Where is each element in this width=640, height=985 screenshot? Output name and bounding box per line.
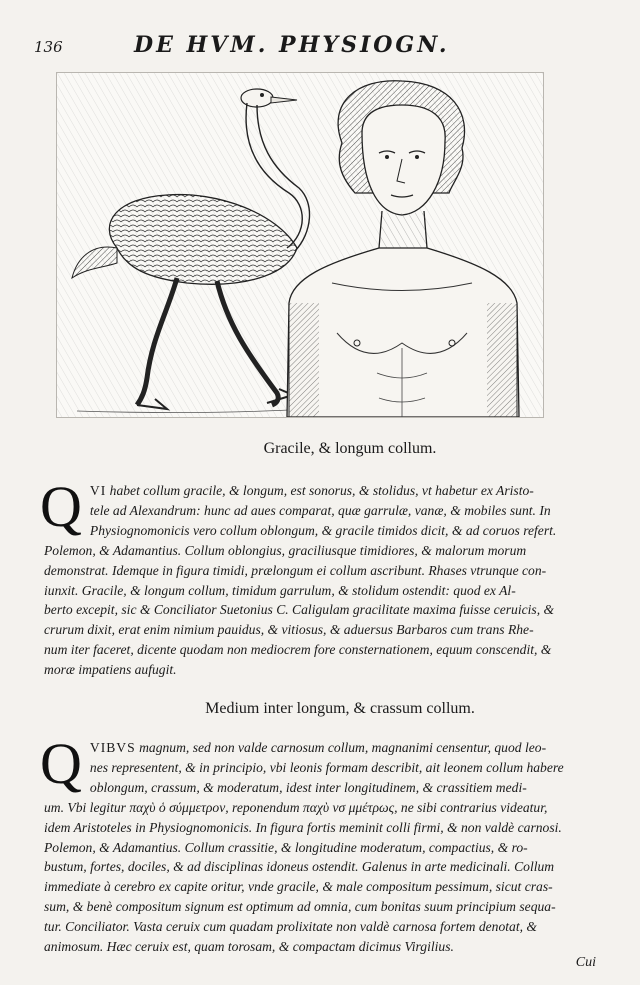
text-line: VIBVS magnum, sed non valde carnosum collum, magnanimi censentur, quod leo-	[89, 740, 547, 755]
text-line: bustum, fortes, dociles, & ad disciplinas idoneus ostendit. Galenus in arte medicinali. Collum	[44, 859, 555, 875]
section-caption-slender-neck: Gracile, & longum collum.	[263, 440, 437, 457]
first-word: VI	[89, 483, 107, 498]
section-caption-medium-neck: Medium inter longum, & crassum collum.	[205, 700, 475, 717]
text-line: nes representent, & in principio, vbi leonis formam describit, ait leonem collum habere	[89, 759, 564, 775]
text-line: moræ impatiens aufugit.	[44, 662, 177, 678]
engraving-illustration	[57, 73, 543, 417]
page-number: 136	[34, 38, 63, 56]
text-line: num iter faceret, dicente quodam non mediocrem fore consternationem, equum conscendit, &	[44, 642, 552, 658]
text-line: sum, & benè compositum signum est optimum ad omnia, cum bonitas suum principium sequa-	[44, 899, 556, 915]
text-line: demonstrat. Idemque in figura timidi, prælongum ei collum ascribunt. Rhases vtrunque con-	[44, 562, 547, 578]
first-word: VIBVS	[89, 740, 136, 755]
text-line: VI habet collum gracile, & longum, est sonorus, & stolidus, vt habetur ex Aristo-	[89, 483, 534, 498]
text-line: um. Vbi legitur παχὺ ὁ σύμμετρον, reponendum παχὺ νσ μμέτρως, ne sibi contrarius videatur,	[44, 799, 548, 815]
text-line: tur. Conciliator. Vasta ceruix cum quadam prolixitate non valdè carnosa fortem denotat, &	[44, 919, 537, 935]
text-line: tele ad Alexandrum: hunc ad aues comparat, quæ garrulæ, vanæ, & mobiles sunt. In	[89, 502, 551, 518]
running-title: DE HVM. PHYSIOGN.	[134, 32, 450, 58]
text-line: animosum. Hæc ceruix est, quam torosam, & compactam dicimus Virgilius.	[44, 939, 454, 955]
text-line: iunxit. Gracile, & longum collum, timidum garrulum, & stolidum ostendit: quod ex Al-	[44, 582, 516, 598]
text-line: crurum dixit, erat enim nimium pauidus, & vitiosus, & aduersus Barbaros cum trans Rhe-	[44, 622, 534, 638]
drop-cap: Q	[40, 731, 82, 796]
paragraph-slender-neck	[40, 474, 614, 680]
engraving-plate	[56, 72, 544, 418]
text-line: Polemon, & Adamantius. Collum oblongius, graciliusque timidiores, & malorum morum	[44, 542, 527, 558]
paragraph-medium-neck	[40, 731, 614, 957]
text-line: Physiognomonicis vero collum oblongum, & gracile timidos dicit, & ad coruos refert.	[89, 522, 557, 538]
text-line: idem Aristoteles in Physiognomonicis. In figura fortis meminit colli firmi, & non valdè carnosi.	[44, 819, 562, 835]
catchword: Cui	[575, 955, 596, 970]
text-line: Polemon, & Adamantius. Collum crassitie, & longitudine moderatum, compactius, & ro-	[44, 839, 528, 855]
text-line: berto excepit, sic & Conciliator Suetonius C. Caligulam gracilitate maxima fuisse ceruicis, &	[44, 602, 555, 618]
running-head	[34, 32, 600, 62]
drop-cap: Q	[40, 474, 82, 539]
text-line: immediate à cerebro ex capite oritur, vnde gracile, & male compositum pessimum, sicut cras-	[44, 879, 553, 895]
text-line: oblongum, crassum, & moderatum, idest inter longitudinem, & crassitiem medi-	[89, 779, 527, 795]
